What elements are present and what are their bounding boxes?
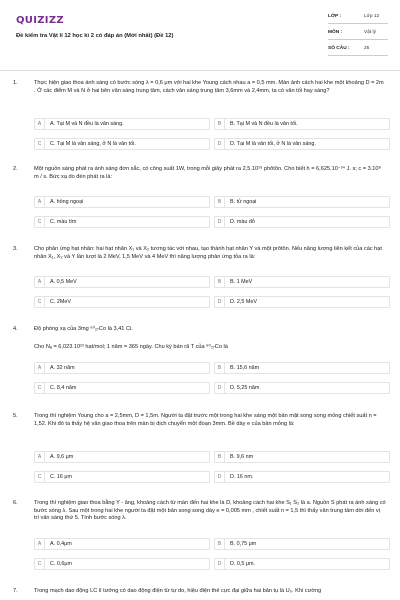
option-b[interactable] <box>214 276 390 288</box>
question-text: Cho phản ứng hạt nhân: hai hạt nhân X₁ và X₂ tương tác với nhau, tạo thành hạt nhân Y và một prôtôn. Nếu năng lượng liên kết của các hạt nhân X₁, X₂ và Y lần lượt là 2 MeV, 1,5 MeV và 4 MeV thì năng lượng phản ứng tỏa ra là: <box>34 246 382 260</box>
question-number: 5. <box>13 413 18 419</box>
question-text: Trong thí nghiệm giao thoa bằng Y - âng, khoảng cách từ màn đến hai khe là D, khoảng cách hai khe S₁ S₂ là a. Nguồn S phát ra ánh sáng có bước sóng λ. Sau một trong hai khe người ta đặt một bản song song dày e = 0,005 mm , chiết suất n = 1,5 thì thấy vân trung tâm dời đến vị trí vân sáng thứ 5. Tính bước sóng λ. <box>34 500 386 522</box>
option-c[interactable] <box>34 558 210 570</box>
option-c[interactable] <box>34 216 210 228</box>
option-letter: C <box>35 559 45 570</box>
option-text: A. 0,4μm <box>50 541 72 547</box>
option-text: D. Tại M là vân tối, ở N là vân sáng. <box>230 141 316 147</box>
option-text: C. Tại M là vân sáng, ở N là vân tối. <box>50 141 136 147</box>
option-b[interactable] <box>214 196 390 208</box>
option-letter: D <box>215 559 225 570</box>
question <box>0 246 400 314</box>
option-a[interactable] <box>34 362 210 374</box>
option-c[interactable] <box>34 296 210 308</box>
option-letter: B <box>215 119 225 130</box>
subject-value: Vật lý <box>364 30 376 35</box>
option-text: B. 15,6 năm <box>230 365 260 371</box>
option-letter: A <box>35 277 45 288</box>
option-text: A. 9,6 μm <box>50 454 74 460</box>
count-label: SỐ CÂU : <box>328 46 350 51</box>
option-text: D. màu đỏ <box>230 219 255 225</box>
option-d[interactable] <box>214 296 390 308</box>
option-a[interactable] <box>34 118 210 130</box>
question <box>0 588 400 600</box>
option-text: C. màu tím <box>50 219 77 225</box>
option-a[interactable] <box>34 276 210 288</box>
option-text: D. 5,25 năm <box>230 385 260 391</box>
option-letter: D <box>215 297 225 308</box>
question-number: 1. <box>13 80 18 86</box>
question-text: Trong thí nghiệm Young cho a = 2,5mm, D = 1,5m. Người ta đặt trước một trong hai khe sáng một bản mặt song song mỏng chiết suất n = 1,52. Khi đó ta thấy hệ vân giao thoa trên màn bị dịch chuyển một đoạn 3mm. Bề dày e của bản mỏng là: <box>34 413 377 427</box>
option-text: A. 32 năm <box>50 365 75 371</box>
option-b[interactable] <box>214 538 390 550</box>
option-letter: B <box>215 452 225 463</box>
question <box>0 326 400 396</box>
question-text: Độ phóng xạ của 3mg ⁶⁰₂₇Co là 3,41 Ci. <box>34 326 133 332</box>
option-a[interactable] <box>34 451 210 463</box>
divider <box>328 39 388 40</box>
option-text: B. Tại M và N đều là vân tối. <box>230 121 298 127</box>
option-letter: B <box>215 197 225 208</box>
option-text: B. tử ngoại <box>230 199 257 205</box>
option-letter: D <box>215 139 225 150</box>
option-letter: A <box>35 539 45 550</box>
question-text: Thực hiện giao thoa ánh sáng có bước sóng λ = 0,6 μm với hai khe Young cách nhau a = 0,5 mm. Màn ảnh cách hai khe một khoảng D = 2m . Ở các điểm M và N ở hai bên vân sáng trung tâm, cách vân sáng trung tâm 3,6mm và 2,4mm, ta có vân tối hay sáng? <box>34 80 384 94</box>
question-number: 7. <box>13 588 18 594</box>
count-value: 25 <box>364 46 370 51</box>
option-letter: A <box>35 119 45 130</box>
option-letter: A <box>35 363 45 374</box>
class-value: Lớp 12 <box>364 14 380 19</box>
option-a[interactable] <box>34 538 210 550</box>
option-letter: C <box>35 383 45 394</box>
question-text-2: Cho Nₐ = 6,023.10²³ hạt/mol; 1 năm = 365 ngày. Chu kỳ bán rã T của ⁶⁰₂₇Co là <box>34 344 228 350</box>
option-text: D. 2,5 MeV <box>230 299 257 305</box>
option-letter: B <box>215 539 225 550</box>
quizizz-logo: QUIZIZZ <box>16 15 64 26</box>
option-letter: D <box>215 383 225 394</box>
option-letter: D <box>215 217 225 228</box>
option-text: C. 2MeV <box>50 299 71 305</box>
option-text: B. 9,6 nm <box>230 454 254 460</box>
option-letter: A <box>35 452 45 463</box>
header-divider <box>0 70 400 71</box>
option-text: D. 0,5 μm. <box>230 561 255 567</box>
option-letter: D <box>215 472 225 483</box>
option-b[interactable] <box>214 118 390 130</box>
header <box>0 0 400 70</box>
option-b[interactable] <box>214 451 390 463</box>
option-c[interactable] <box>34 138 210 150</box>
divider <box>328 23 388 24</box>
question <box>0 500 400 580</box>
option-letter: C <box>35 217 45 228</box>
option-letter: A <box>35 197 45 208</box>
subject-label: MÔN : <box>328 30 343 35</box>
option-d[interactable] <box>214 471 390 483</box>
question-number: 3. <box>13 246 18 252</box>
option-letter: C <box>35 139 45 150</box>
option-text: D. 16 nm. <box>230 474 254 480</box>
divider <box>328 55 388 56</box>
question <box>0 166 400 234</box>
option-text: C. 8,4 năm <box>50 385 77 391</box>
question-text: Trong mạch dao động LC lí tưởng có dao động điện từ tự do, hiệu điện thế cực đại giữa hai bản tụ là U₀. Khi cường <box>34 588 322 594</box>
class-label: LỚP : <box>328 14 342 19</box>
option-letter: B <box>215 277 225 288</box>
option-d[interactable] <box>214 558 390 570</box>
option-text: B. 1 MeV <box>230 279 253 285</box>
question-number: 6. <box>13 500 18 506</box>
option-text: A. Tại M và N đều là vân sáng. <box>50 121 124 127</box>
question <box>0 413 400 489</box>
option-a[interactable] <box>34 196 210 208</box>
option-c[interactable] <box>34 382 210 394</box>
option-d[interactable] <box>214 216 390 228</box>
option-text: A. hồng ngoại <box>50 199 84 205</box>
question <box>0 80 400 155</box>
option-d[interactable] <box>214 382 390 394</box>
option-letter: B <box>215 363 225 374</box>
option-letter: C <box>35 297 45 308</box>
option-letter: C <box>35 472 45 483</box>
question-number: 4. <box>13 326 18 332</box>
option-b[interactable] <box>214 362 390 374</box>
option-text: B. 0,75 μm <box>230 541 257 547</box>
option-d[interactable] <box>214 138 390 150</box>
question-number: 2. <box>13 166 18 172</box>
option-c[interactable] <box>34 471 210 483</box>
question-text: Một nguồn sáng phát ra ánh sáng đơn sắc, có công suất 1W, trong mỗi giây phát ra 2,5.10¹⁹ phôtôn. Cho biết h = 6,625.10⁻³⁴ J. s; c = 3.10⁸ m / s. Bức xạ do đèn phát ra là: <box>34 166 381 180</box>
option-text: C. 16 μm <box>50 474 72 480</box>
option-text: C. 0,6μm <box>50 561 72 567</box>
option-text: A. 0,5 MeV <box>50 279 77 285</box>
page-title: Đề kiểm tra Vật lí 12 học kì 2 có đáp án (Mới nhất) (Đề 12) <box>16 33 174 39</box>
